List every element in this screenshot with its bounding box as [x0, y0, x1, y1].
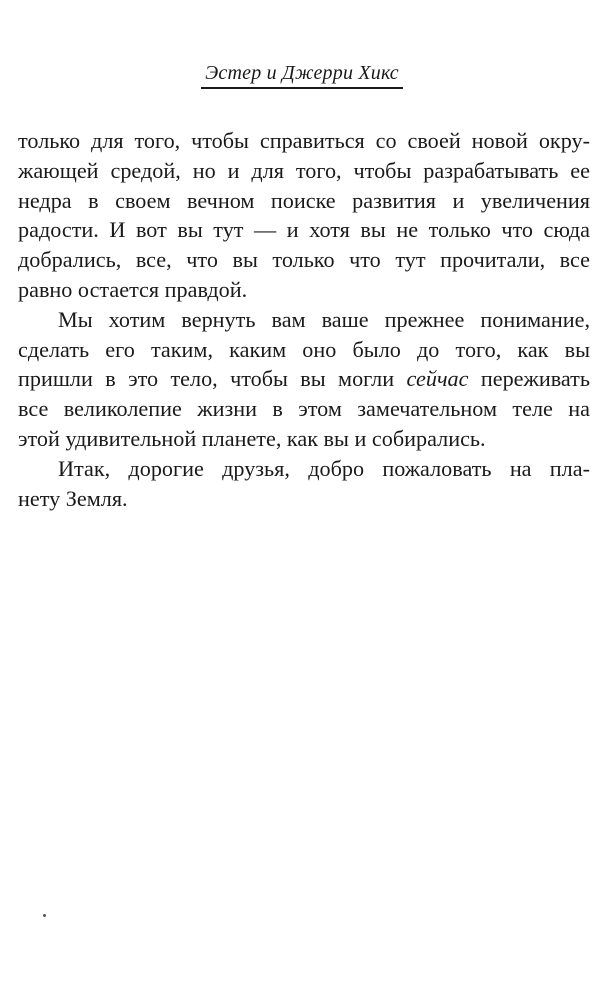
text-segment: переживать — [468, 366, 591, 392]
text-line: сделать его таким, каким оно было до того, как вы — [18, 336, 590, 362]
text-line: недра в своем вечном поиске развития и увеличения — [18, 187, 590, 213]
text-line: этой удивительной планете, как вы и собирались. — [18, 425, 486, 451]
emphasis-word: сейчас — [406, 366, 469, 392]
text-line: нету Земля. — [18, 485, 128, 511]
scan-speck — [43, 914, 46, 917]
text-segment: пришли в это тело, чтобы вы могли — [18, 366, 407, 392]
text-line: все великолепие жизни в этом замечательном теле на — [18, 396, 590, 422]
text-line — [18, 364, 590, 394]
text-line: жающей средой, но и для того, чтобы разрабатывать ее — [18, 157, 590, 183]
text-line: только для того, чтобы справиться со своей новой окру- — [18, 128, 590, 153]
text-line: радости. И вот вы тут — и хотя вы не только что сюда — [18, 217, 590, 243]
text-line: Итак, дорогие друзья, добро пожаловать на пла- — [58, 455, 590, 481]
text-line: Мы хотим вернуть вам ваше прежнее понимание, — [58, 306, 590, 332]
text-line: добрались, все, что вы только что тут прочитали, все — [18, 247, 590, 273]
running-header — [0, 62, 604, 89]
running-title: Эстер и Джерри Хикс — [201, 62, 403, 89]
body-text — [18, 126, 590, 513]
text-line: равно остается правдой. — [18, 276, 248, 302]
